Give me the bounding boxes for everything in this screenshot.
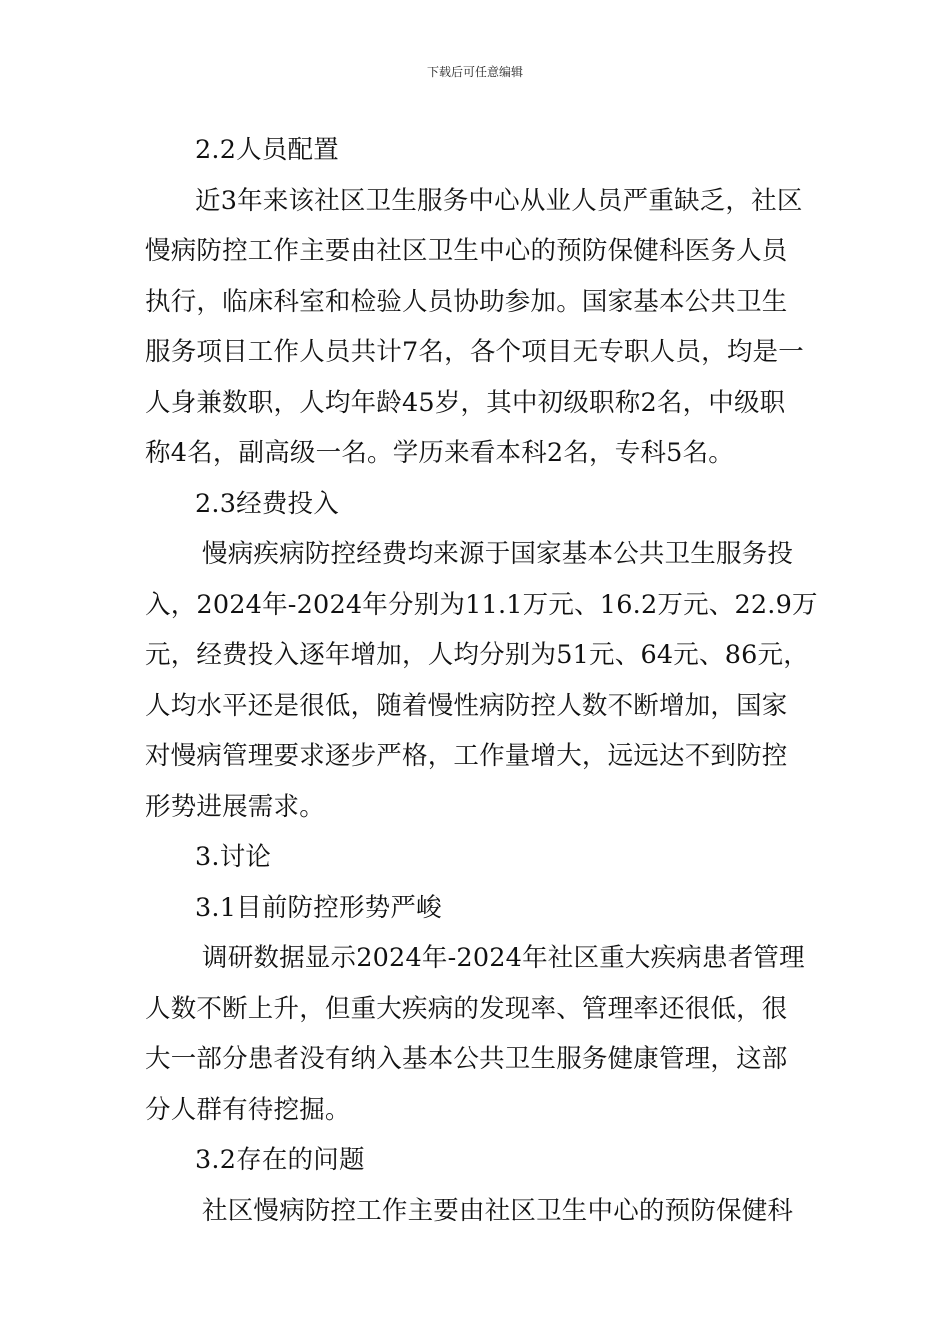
section-heading: 2.2人员配置 xyxy=(195,135,339,165)
paragraph-line: 称4名，副高级一名。学历来看本科2名，专科5名。 xyxy=(145,438,734,468)
section-heading: 3.2存在的问题 xyxy=(195,1145,365,1175)
section-heading: 3.1目前防控形势严峻 xyxy=(195,892,442,923)
page-header: 下载后可任意编辑 xyxy=(426,65,523,79)
paragraph-line: 慢病疾病防控经费均来源于国家基本公共卫生服务投 xyxy=(202,539,794,569)
document-body xyxy=(145,125,818,1236)
paragraph-line: 执行，临床科室和检验人员协助参加。国家基本公共卫生 xyxy=(145,286,788,317)
paragraph-line: 社区慢病防控工作主要由社区卫生中心的预防保健科 xyxy=(202,1195,794,1226)
paragraph-line: 人均水平还是很低，随着慢性病防控人数不断增加，国家 xyxy=(145,690,788,721)
paragraph-line: 形势进展需求。 xyxy=(145,791,325,822)
paragraph-line: 入，2024年-2024年分别为11.1万元、16.2万元、22.9万 xyxy=(145,589,818,620)
paragraph-line: 元，经费投入逐年增加，人均分别为51元、64元、86元， xyxy=(145,640,809,670)
paragraph-line: 调研数据显示2024年-2024年社区重大疾病患者管理 xyxy=(202,943,805,973)
paragraph-line: 慢病防控工作主要由社区卫生中心的预防保健科医务人员 xyxy=(145,236,788,266)
paragraph-line: 分人群有待挖掘。 xyxy=(145,1094,351,1125)
paragraph-line: 大一部分患者没有纳入基本公共卫生服务健康管理，这部 xyxy=(145,1044,788,1074)
paragraph-line: 人数不断上升，但重大疾病的发现率、管理率还很低，很 xyxy=(145,993,788,1024)
section-heading: 3.讨论 xyxy=(195,842,272,872)
section-heading: 2.3经费投入 xyxy=(195,488,339,519)
paragraph-line: 人身兼数职，人均年龄45岁，其中初级职称2名，中级职 xyxy=(145,387,786,418)
paragraph-line: 近3年来该社区卫生服务中心从业人员严重缺乏，社区 xyxy=(195,185,803,216)
paragraph-line: 服务项目工作人员共计7名，各个项目无专职人员，均是一 xyxy=(145,337,804,367)
paragraph-line: 对慢病管理要求逐步严格，工作量增大，远远达不到防控 xyxy=(145,741,788,771)
